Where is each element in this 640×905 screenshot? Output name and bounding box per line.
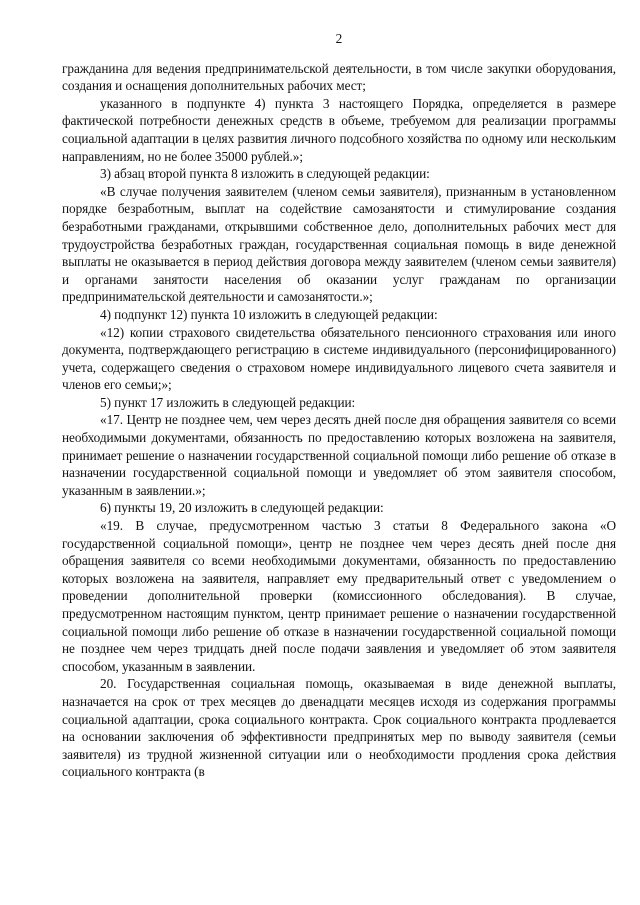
paragraph-clause-20: 20. Государственная социальная помощь, оказываемая в виде денежной выплаты, назначается на срок от трех месяцев до двенадцати месяцев исходя из содержания программы социальной адаптации, срока социального контракта. Срок социального контракта продлевается на основании заключения об эффективности предпринятых мер по выводу заявителя (семьи заявителя) из трудной жизненной ситуации или о необходимости продления срока действия социального контракта (в	[62, 676, 616, 780]
paragraph-clause-8: «В случае получения заявителем (членом семьи заявителя), признанным в установленном порядке безработным, выплат на содействие самозанятости и стимулирование создания безработными гражданами, открывшими собственное дело, дополнительных рабочих мест для трудоустройства безработных граждан, государственная социальная помощь в виде денежной выплаты не оказывается в период действия договора между заявителем (членом семьи заявителя) и органами занятости населения об оказании услуг гражданам по организации предпринимательской деятельности и самозанятости.»;	[62, 183, 616, 305]
amendment-item-3: 3) абзац второй пункта 8 изложить в следующей редакции:	[100, 166, 430, 182]
document-page	[62, 30, 616, 781]
paragraph-subitem-4: указанного в подпункте 4) пункта 3 настоящего Порядка, определяется в размере фактической потребности денежных средств в объеме, требуемом для реализации программы социальной адаптации в целях развития личного подсобного хозяйства по одному или нескольким направлениям, но не более 35000 рублей.»;	[62, 95, 616, 164]
amendment-item-6: 6) пункты 19, 20 изложить в следующей редакции:	[100, 500, 384, 516]
paragraph-subclause-12: «12) копии страхового свидетельства обязательного пенсионного страхования или иного документа, подтверждающего регистрацию в системе индивидуального (персонифицированного) учета, содержащего сведения о страховом номере индивидуального лицевого счета заявителя и членов его семьи;»;	[62, 324, 616, 393]
paragraph-continuation: гражданина для ведения предпринимательской деятельности, в том числе закупки оборудования, создания и оснащения дополнительных рабочих мест;	[62, 60, 616, 94]
page-number: 2	[335, 31, 343, 46]
paragraph-clause-19: «19. В случае, предусмотренном частью 3 статьи 8 Федерального закона «О государственной социальной помощи», центр не позднее чем через десять дней после дня обращения заявителя со всеми необходимыми документами, обязанность по предоставлению которых возложена на заявителя, направляет ему предварительный ответ с уведомлением о проведении дополнительной проверки (комиссионного обследования). В случае, предусмотренном настоящим пунктом, центр принимает решение о назначении государственной социальной помощи либо решение об отказе в назначении государственной социальной помощи не позднее чем через тридцать дней после подачи заявления и уведомляет об этом заявителя способом, указанным в заявлении.	[62, 518, 616, 674]
amendment-item-4: 4) подпункт 12) пункта 10 изложить в следующей редакции:	[100, 306, 438, 322]
amendment-item-5: 5) пункт 17 изложить в следующей редакции:	[100, 394, 356, 410]
paragraph-clause-17: «17. Центр не позднее чем, чем через десять дней после дня обращения заявителя со всеми необходимыми документами, обязанность по предоставлению которых возложена на заявителя, принимает решение о назначении государственной социальной помощи либо решение об отказе в назначении государственной социальной помощи и уведомляет об этом заявителя способом, указанным в заявлении.»;	[62, 412, 616, 498]
